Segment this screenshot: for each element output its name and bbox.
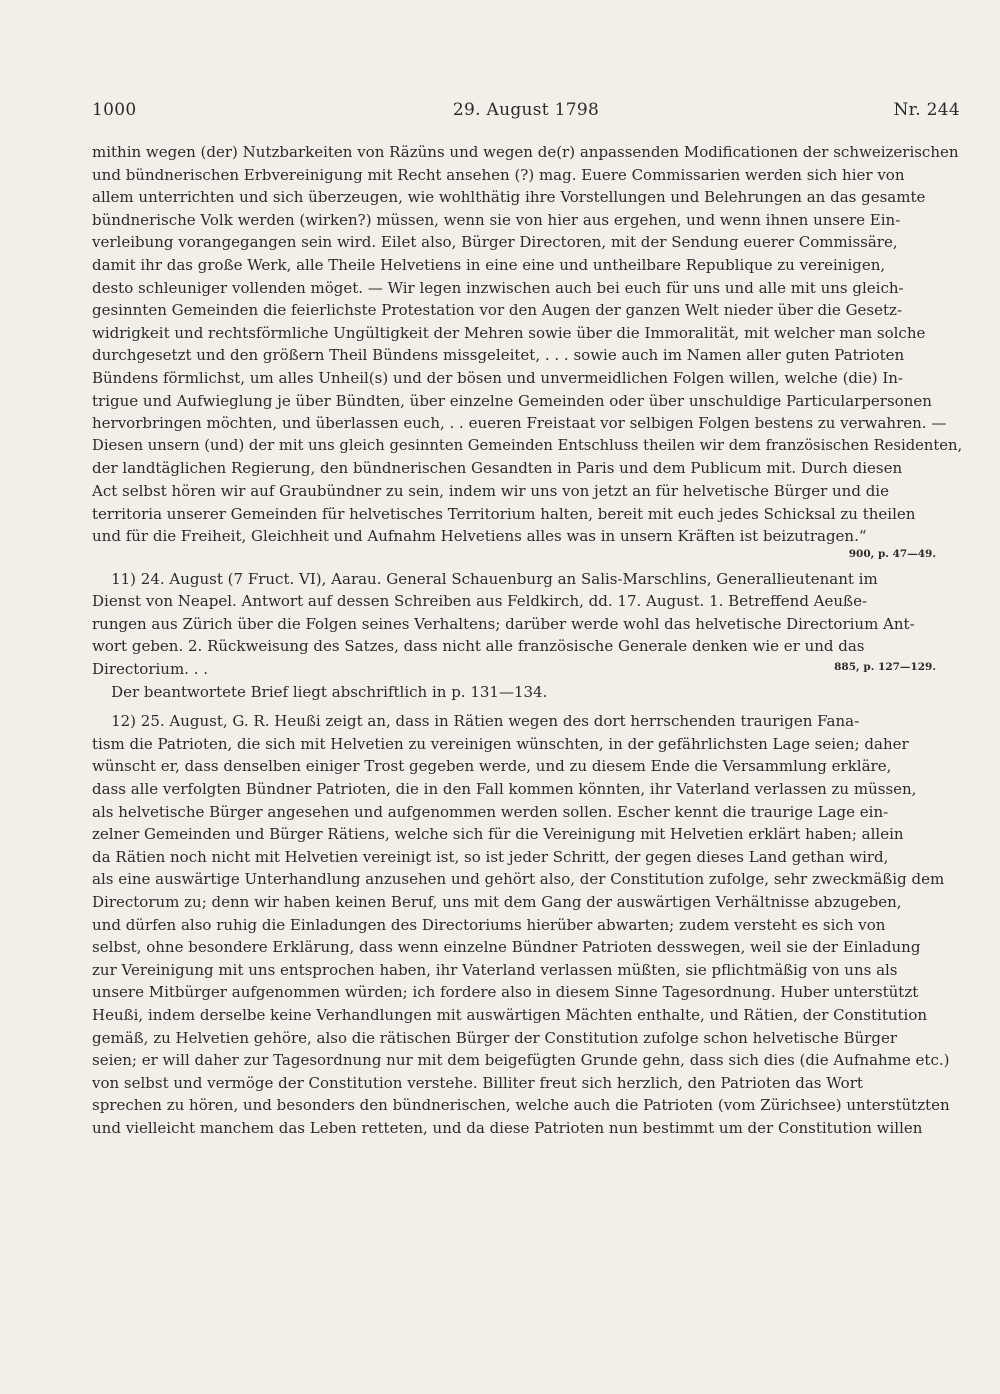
text-line: durchgesetzt und den größern Theil Bündens missgeleitet, . . . sowie auch im Namen aller guten Patrioten: [92, 346, 905, 365]
spacer: [92, 561, 962, 568]
text-line: hervorbringen möchten, und überlassen euch, . . eueren Freistaat vor selbigen Folgen bestens zu verwahren. —: [92, 414, 947, 433]
text-line: als helvetische Bürger angesehen und aufgenommen werden sollen. Escher kennt die traurige Lage ein-: [92, 802, 889, 821]
spacer: [92, 703, 962, 710]
text-line: wünscht er, dass denselben einiger Trost gegeben werde, und zu diesem Ende die Versammlung erkläre,: [92, 757, 892, 776]
text-line: von selbst und vermöge der Constitution verstehe. Billiter freut sich herzlich, den Patrioten das Wort: [92, 1073, 863, 1092]
text-line: unsere Mitbürger aufgenommen würden; ich fordere also in diesem Sinne Tagesordnung. Huber unterstützt: [92, 983, 919, 1002]
entry-12: [92, 710, 962, 1139]
text-line: sprechen zu hören, und besonders den bündnerischen, welche auch die Patrioten (vom Zürichsee) unterstützten: [92, 1096, 950, 1115]
text-line: und vielleicht manchem das Leben retteten, und da diese Patrioten nun bestimmt um der Constitution willen: [92, 1118, 923, 1137]
text-line: verleibung vorangegangen sein wird. Eilet also, Bürger Directoren, mit der Sendung euerer Commissäre,: [92, 233, 898, 252]
text-line: damit ihr das große Werk, alle Theile Helvetiens in eine eine und untheilbare Republique zu vereinigen,: [92, 255, 886, 274]
text-line: trigue und Aufwieglung je über Bündten, über einzelne Gemeinden oder über unschuldige Particularpersonen: [92, 391, 932, 410]
text-line: allem unterrichten und sich überzeugen, wie wohlthätig ihre Vorstellungen und Belehrungen an das gesamte: [92, 188, 926, 207]
text-line: dass alle verfolgten Bündner Patrioten, die in den Fall kommen könnten, ihr Vaterland verlassen zu müssen,: [92, 780, 917, 799]
text-line: seien; er will daher zur Tagesordnung nur mit dem beigefügten Grunde gehn, dass sich dies (die Aufnahme etc.): [92, 1051, 950, 1070]
text-line: der landtäglichen Regierung, den bündnerischen Gesandten in Paris und dem Publicum mit. Durch diesen: [92, 459, 903, 478]
text-line: gesinnten Gemeinden die feierlichste Protestation vor den Augen der ganzen Welt nieder über die Gesetz-: [92, 301, 903, 320]
text-line: Directorium. . .: [92, 660, 209, 679]
text-line: Dienst von Neapel. Antwort auf dessen Schreiben aus Feldkirch, dd. 17. August. 1. Betreffend Aeuße-: [92, 592, 868, 611]
document-number: Nr. 244: [893, 100, 960, 120]
text-line: zur Vereinigung mit uns entsprochen haben, ihr Vaterland verlassen müßten, sie pflichtmäßig von uns als: [92, 960, 898, 979]
body-text: [92, 141, 962, 1140]
text-line: und dürfen also ruhig die Einladungen des Directoriums hierüber abwarten; zudem versteht es sich von: [92, 915, 886, 934]
text-line: 11) 24. August (7 Fruct. VI), Aarau. General Schauenburg an Salis-Marschlins, Generallieutenant im: [92, 569, 878, 588]
source-citation: 885, p. 127—129.: [834, 660, 936, 673]
editorial-note: Der beantwortete Brief liegt abschriftlich in p. 131—134.: [92, 682, 548, 701]
text-line: tism die Patrioten, die sich mit Helvetien zu vereinigen wünschten, in der gefährlichsten Lage seien; daher: [92, 734, 909, 753]
text-line: und für die Freiheit, Gleichheit und Aufnahm Helvetiens alles was in unsern Kräften ist beizutragen.“: [92, 527, 867, 546]
text-line: Diesen unsern (und) der mit uns gleich gesinnten Gemeinden Entschluss theilen wir dem französischen Residenten,: [92, 436, 962, 454]
letter-continuation: [92, 141, 962, 548]
text-line: territoria unserer Gemeinden für helvetisches Territorium halten, bereit mit euch jedes Schicksal zu theilen: [92, 504, 916, 523]
text-line: widrigkeit und rechtsförmliche Ungültigkeit der Mehren sowie über die Immoralität, mit welcher man solche: [92, 323, 926, 342]
text-line: selbst, ohne besondere Erklärung, dass wenn einzelne Bündner Patrioten desswegen, weil sie der Einladung: [92, 938, 921, 957]
text-line: und bündnerischen Erbvereinigung mit Recht ansehen (?) mag. Euere Commissarien werden sich hier von: [92, 165, 905, 184]
running-header: [92, 100, 960, 130]
text-line: Heußi, indem derselbe keine Verhandlungen mit auswärtigen Mächten enthalte, und Rätien, der Constitution: [92, 1005, 928, 1024]
text-line: zelner Gemeinden und Bürger Rätiens, welche sich für die Vereinigung mit Helvetien erklärt haben; allein: [92, 825, 904, 844]
text-line: Bündens förmlichst, um alles Unheil(s) und der bösen und unvermeidlichen Folgen willen, welche (die) In-: [92, 368, 903, 387]
text-line: als eine auswärtige Unterhandlung anzusehen und gehört also, der Constitution zufolge, sehr zweckmäßig dem: [92, 870, 945, 889]
text-line: gemäß, zu Helvetien gehöre, also die rätischen Bürger der Constitution zufolge schon helvetische Bürger: [92, 1028, 897, 1047]
text-line: desto schleuniger vollenden möget. — Wir legen inzwischen auch bei euch für uns und alle mit uns gleich-: [92, 278, 904, 297]
text-line: da Rätien noch nicht mit Helvetien vereinigt ist, so ist jeder Schritt, der gegen dieses Land gethan wird,: [92, 847, 889, 866]
text-line: Act selbst hören wir auf Graubündner zu sein, indem wir uns von jetzt an für helvetische Bürger und die: [92, 481, 889, 500]
text-line: rungen aus Zürich über die Folgen seines Verhaltens; darüber werde wohl das helvetische Directorium Ant-: [92, 614, 915, 633]
text-line: 12) 25. August, G. R. Heußi zeigt an, dass in Rätien wegen des dort herrschenden traurigen Fana-: [92, 712, 860, 731]
header-date: 29. August 1798: [452, 100, 600, 120]
text-line: wort geben. 2. Rückweisung des Satzes, dass nicht alle französische Generale denken wie er und das: [92, 637, 865, 656]
page-number: 1000: [92, 100, 137, 120]
text-line: Directorum zu; denn wir haben keinen Beruf, uns mit dem Gang der auswärtigen Verhältnisse abzugeben,: [92, 893, 902, 911]
source-citation: 900, p. 47—49.: [848, 547, 936, 560]
text-line: bündnerische Volk werden (wirken?) müssen, wenn sie von hier aus ergehen, und wenn ihnen unsere Ein-: [92, 210, 901, 229]
text-line: mithin wegen (der) Nutzbarkeiten von Räzüns und wegen de(r) anpassenden Modificationen der schweizerischen: [92, 143, 959, 161]
